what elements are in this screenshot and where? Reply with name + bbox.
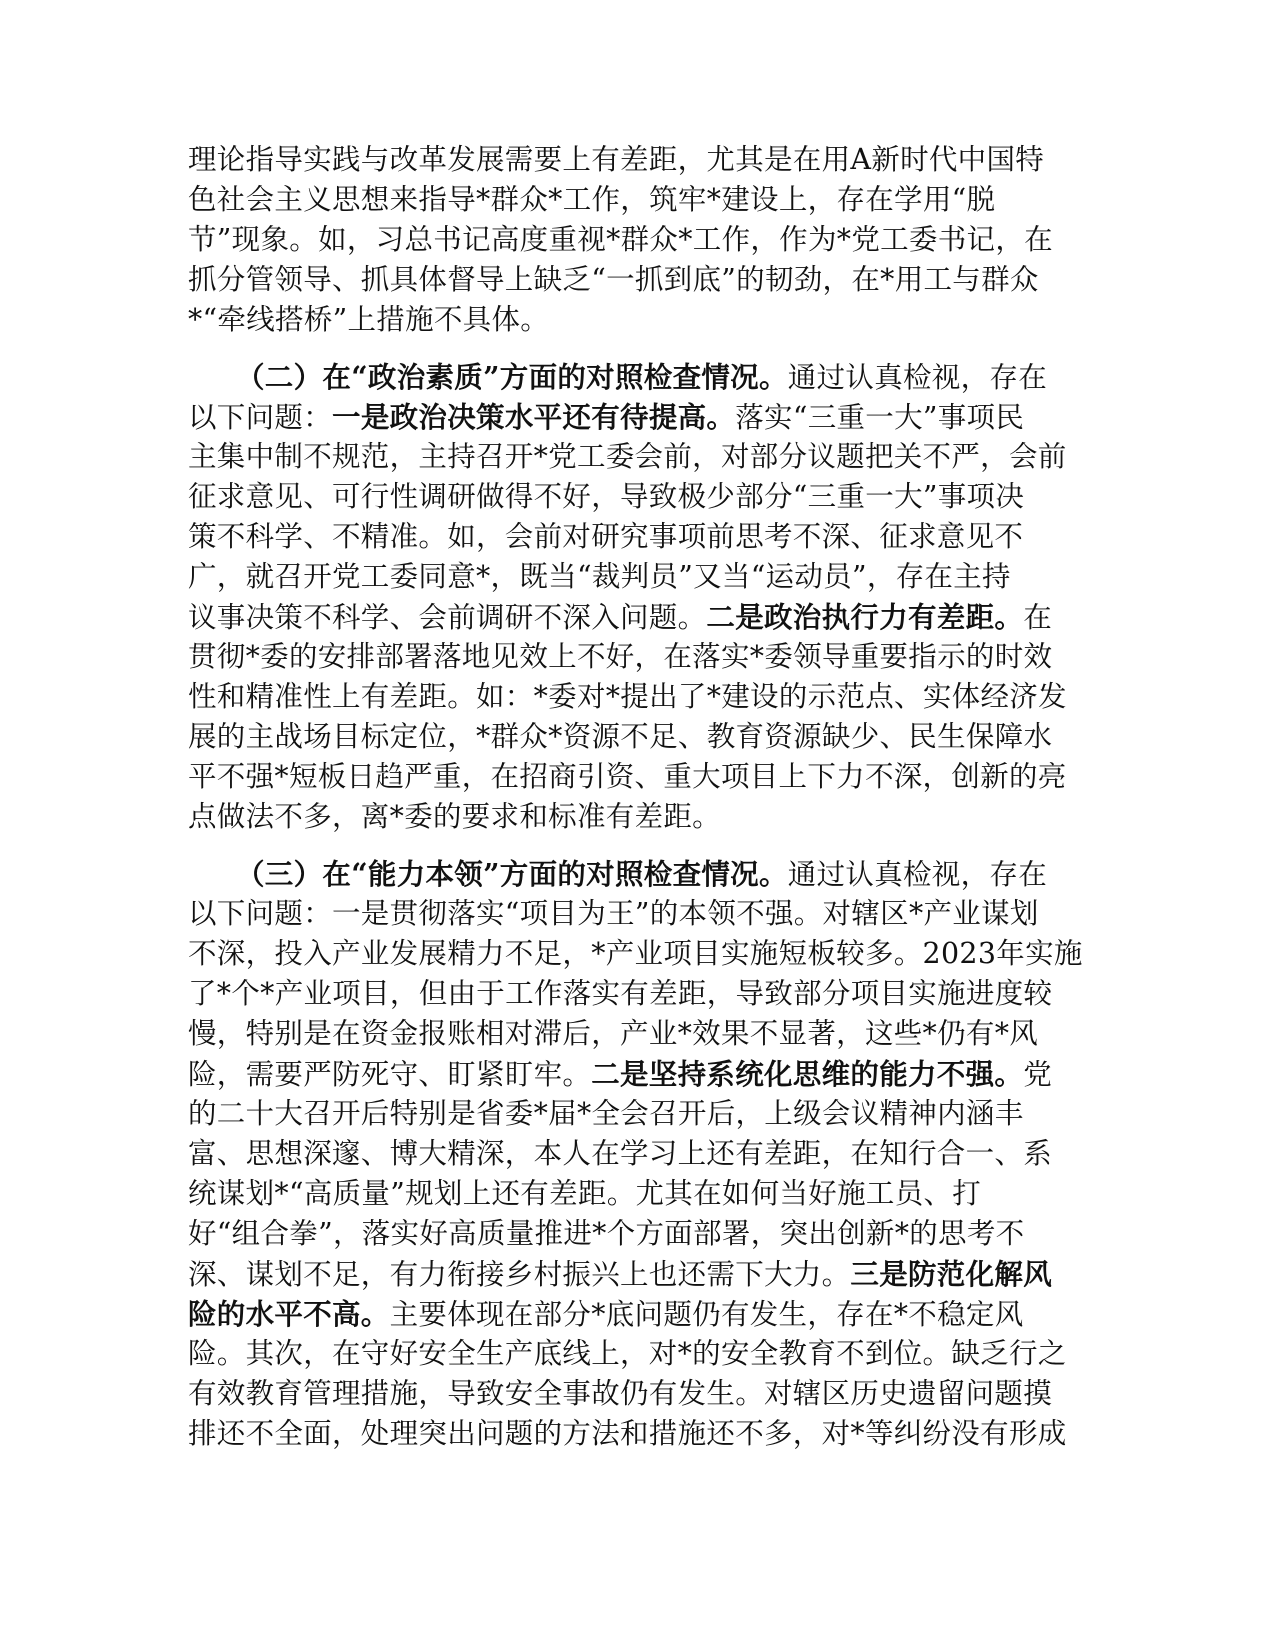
section-heading-line <box>236 854 1047 894</box>
bold-point: 险的水平不高。 <box>188 1297 390 1331</box>
text-run: 险，需要严防死守、盯紧盯牢。 <box>188 1058 592 1091</box>
text-line <box>188 477 1024 517</box>
text-line <box>188 1174 981 1214</box>
text-line <box>188 220 1053 260</box>
text-run: 慢，特别是在资金报账相对滞后，产业*效果不显著，这些*仍有*风 <box>188 1017 1039 1050</box>
text-line <box>188 1334 1067 1374</box>
text-run: 深、谋划不足，有力衔接乡村振兴上也还需下大力。 <box>188 1258 851 1291</box>
text-line <box>188 757 1067 797</box>
text-line <box>188 1294 1024 1334</box>
text-run: 好“组合拳”，落实好高质量推进*个方面部署，突出创新*的思考不 <box>188 1217 1025 1250</box>
text-run: 排还不全面，处理突出问题的方法和措施还不多，对*等纠纷没有形成 <box>188 1417 1067 1450</box>
text-line <box>188 1134 1052 1174</box>
bold-point: 二是政治执行力有差距。 <box>706 600 1024 634</box>
text-line <box>188 1054 1052 1094</box>
text-line <box>188 974 1052 1014</box>
text-line <box>188 140 1044 180</box>
text-line <box>188 1014 1038 1054</box>
text-line <box>188 1214 1024 1254</box>
text-run: 通过认真检视，存在 <box>787 361 1047 394</box>
text-run: 不深，投入产业发展精力不足，*产业项目实施短板较多。2023年实施 <box>188 937 1083 970</box>
text-run: 平不强*短板日趋严重，在招商引资、重大项目上下力不深，创新的亮 <box>188 760 1067 793</box>
text-line <box>188 1254 1052 1294</box>
text-line <box>188 557 1011 597</box>
text-run: 议事决策不科学、会前调研不深入问题。 <box>188 601 707 634</box>
text-run: 通过认真检视，存在 <box>787 858 1047 891</box>
text-run: 落实“三重一大”事项民 <box>735 401 1025 434</box>
section-heading-line <box>236 357 1047 397</box>
text-run: 了*个*产业项目，但由于工作落实有差距，导致部分项目实施进度较 <box>188 977 1053 1010</box>
text-line <box>188 517 1023 557</box>
text-run: 统谋划*“高质量”规划上还有差距。尤其在如何当好施工员、打 <box>188 1177 982 1210</box>
text-run: 有效教育管理措施，导致安全事故仍有发生。对辖区历史遗留问题摸 <box>188 1377 1053 1410</box>
text-line <box>188 300 549 340</box>
text-line <box>188 637 1052 677</box>
text-run: 展的主战场目标定位，*群众*资源不足、教育资源缺少、民生保障水 <box>188 720 1053 753</box>
text-line <box>188 1374 1052 1414</box>
bold-point: 二是坚持系统化思维的能力不强。 <box>591 1057 1024 1091</box>
text-run: *“牵线搭桥”上措施不具体。 <box>188 303 550 336</box>
text-run: 险。其次，在守好安全生产底线上，对*的安全教育不到位。缺乏行之 <box>188 1337 1067 1370</box>
text-run: 主要体现在部分*底问题仍有发生，存在*不稳定风 <box>389 1298 1024 1331</box>
text-run: 理论指导实践与改革发展需要上有差距，尤其是在用A新时代中国特 <box>188 143 1045 176</box>
text-line <box>188 797 721 837</box>
text-run: 策不科学、不精准。如，会前对研究事项前思考不深、征求意见不 <box>188 520 1024 553</box>
text-line <box>188 260 1039 300</box>
text-line <box>188 397 1024 437</box>
text-line <box>188 180 995 220</box>
text-run: 性和精准性上有差距。如：*委对*提出了*建设的示范点、实体经济发 <box>188 680 1067 713</box>
text-line <box>188 1094 1024 1134</box>
text-run: 的二十大召开后特别是省委*届*全会召开后，上级会议精神内涵丰 <box>188 1097 1024 1130</box>
text-line <box>188 717 1052 757</box>
text-line <box>188 894 1039 934</box>
text-run: 贯彻*委的安排部署落地见效上不好，在落实*委领导重要指示的时效 <box>188 640 1053 673</box>
text-run: 点做法不多，离*委的要求和标准有差距。 <box>188 800 721 833</box>
text-line <box>188 934 1083 974</box>
text-run: 以下问题：一是贯彻落实“项目为王”的本领不强。对辖区*产业谋划 <box>188 897 1039 930</box>
text-run: 广，就召开党工委同意*，既当“裁判员”又当“运动员”，存在主持 <box>188 560 1011 593</box>
text-run: 党 <box>1023 1058 1053 1091</box>
text-run: 以下问题： <box>188 401 333 434</box>
text-line <box>188 677 1067 717</box>
text-run: 征求意见、可行性调研做得不好，导致极少部分“三重一大”事项决 <box>188 480 1025 513</box>
text-run: 色社会主义思想来指导*群众*工作，筑牢*建设上，存在学用“脱 <box>188 183 996 216</box>
section-heading: （二）在“政治素质”方面的对照检查情况。 <box>236 360 788 394</box>
text-run: 主集中制不规范，主持召开*党工委会前，对部分议题把关不严，会前 <box>188 440 1067 473</box>
bold-point: 三是防范化解风 <box>850 1257 1053 1291</box>
text-run: 抓分管领导、抓具体督导上缺乏“一抓到底”的韧劲，在*用工与群众 <box>188 263 1039 296</box>
section-heading: （三）在“能力本领”方面的对照检查情况。 <box>236 857 788 891</box>
text-line <box>188 597 1052 637</box>
text-run: 节”现象。如，习总书记高度重视*群众*工作，作为*党工委书记，在 <box>188 223 1053 256</box>
text-line <box>188 1414 1067 1454</box>
text-run: 富、思想深邃、博大精深，本人在学习上还有差距，在知行合一、系 <box>188 1137 1053 1170</box>
text-run: 在 <box>1023 601 1053 634</box>
bold-point: 一是政治决策水平还有待提高。 <box>332 400 736 434</box>
text-line <box>188 437 1067 477</box>
